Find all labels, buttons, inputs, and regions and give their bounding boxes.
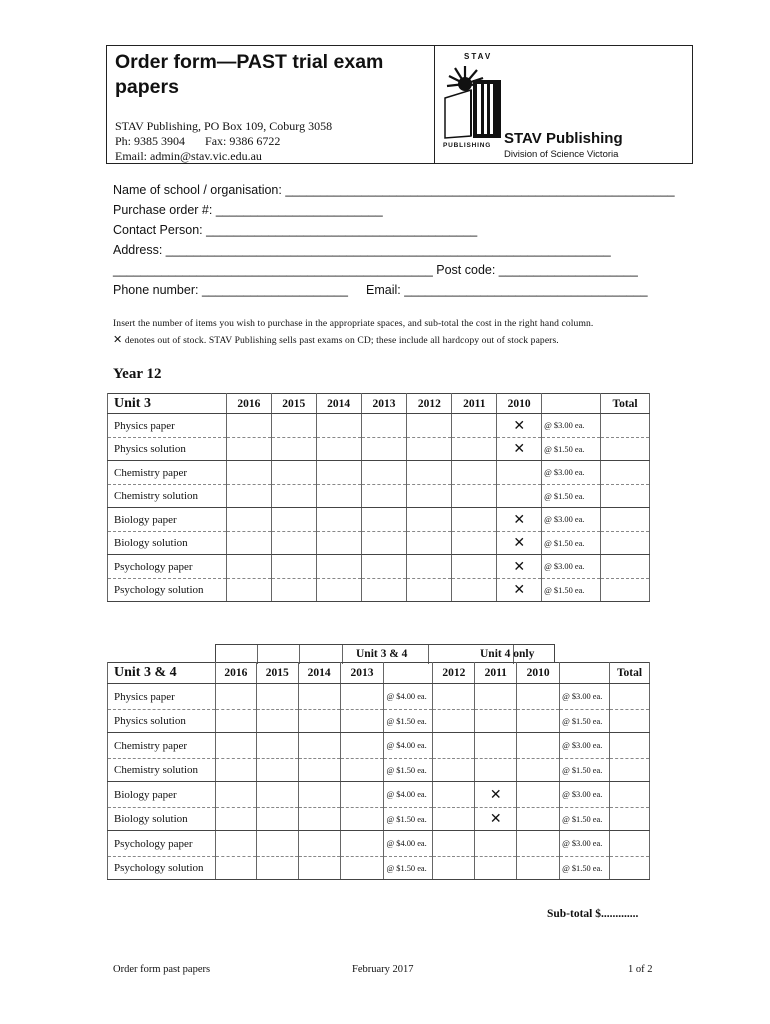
quantity-cell[interactable] <box>316 508 361 532</box>
total-cell[interactable] <box>610 808 650 831</box>
quantity-cell[interactable] <box>407 414 452 438</box>
quantity-cell[interactable] <box>316 461 361 485</box>
quantity-cell[interactable] <box>452 461 497 485</box>
quantity-cell[interactable] <box>361 508 407 532</box>
total-cell[interactable] <box>601 485 650 508</box>
quantity-cell[interactable] <box>226 461 271 485</box>
total-cell[interactable] <box>601 438 650 461</box>
price-label: @ $1.50 ea. <box>384 710 433 733</box>
price-label: @ $1.50 ea. <box>384 857 433 880</box>
year-header: 2012 <box>407 394 452 414</box>
quantity-cell[interactable] <box>226 555 271 579</box>
publisher-phone: Ph: 9385 3904 <box>115 134 186 148</box>
quantity-cell[interactable] <box>340 831 384 857</box>
quantity-cell[interactable] <box>517 831 560 857</box>
price-label: @ $4.00 ea. <box>384 733 433 759</box>
email-field[interactable]: Email: ___________________________________ <box>366 283 648 297</box>
quantity-cell[interactable] <box>361 438 407 461</box>
table-row <box>108 555 650 579</box>
quantity-cell[interactable] <box>452 532 497 555</box>
table-row <box>108 808 650 831</box>
quantity-cell[interactable] <box>256 857 298 880</box>
total-cell[interactable] <box>610 684 650 710</box>
quantity-cell[interactable] <box>256 782 298 808</box>
year-header: 2010 <box>517 663 560 684</box>
year-header: 2015 <box>256 663 298 684</box>
publisher-email: Email: admin@stav.vic.edu.au <box>115 149 262 163</box>
price-label: @ $3.00 ea. <box>542 555 601 579</box>
quantity-cell[interactable] <box>452 579 497 602</box>
quantity-cell[interactable] <box>298 733 340 759</box>
price-label: @ $1.50 ea. <box>560 857 610 880</box>
item-name: Psychology solution <box>108 857 216 880</box>
out-of-stock-icon <box>497 461 542 485</box>
item-name: Biology paper <box>108 782 216 808</box>
price-label: @ $1.50 ea. <box>542 532 601 555</box>
price-label: @ $3.00 ea. <box>542 461 601 485</box>
stav-logo <box>443 52 501 150</box>
quantity-cell[interactable] <box>215 710 256 733</box>
price-label: @ $3.00 ea. <box>560 733 610 759</box>
quantity-cell[interactable] <box>407 579 452 602</box>
quantity-cell[interactable] <box>256 808 298 831</box>
instructions-line-1: Insert the number of items you wish to purchase in the appropriate spaces, and sub-total the cost in the right hand column. <box>113 318 594 329</box>
quantity-cell[interactable] <box>340 684 384 710</box>
quantity-cell[interactable] <box>271 438 316 461</box>
unit3-label: Unit 3 <box>108 394 227 414</box>
total-cell[interactable] <box>601 508 650 532</box>
quantity-cell[interactable] <box>316 438 361 461</box>
quantity-cell[interactable] <box>452 438 497 461</box>
year-header: 2011 <box>452 394 497 414</box>
out-of-stock-icon <box>475 857 517 880</box>
quantity-cell[interactable] <box>256 684 298 710</box>
total-cell[interactable] <box>601 461 650 485</box>
quantity-cell[interactable] <box>452 485 497 508</box>
quantity-cell[interactable] <box>407 508 452 532</box>
price-label: @ $1.50 ea. <box>542 579 601 602</box>
table-row <box>108 532 650 555</box>
quantity-cell[interactable] <box>226 438 271 461</box>
quantity-cell[interactable] <box>215 831 256 857</box>
item-name: Chemistry paper <box>108 733 216 759</box>
quantity-cell[interactable] <box>215 759 256 782</box>
footer-page: 1 of 2 <box>628 964 653 975</box>
total-cell[interactable] <box>610 759 650 782</box>
instructions-text: denotes out of stock. STAV Publishing sells past exams on CD; these include all hardcopy out of stock papers. <box>124 335 559 346</box>
quantity-cell[interactable] <box>340 710 384 733</box>
item-name: Psychology paper <box>108 831 216 857</box>
total-cell[interactable] <box>601 579 650 602</box>
quantity-cell[interactable] <box>407 532 452 555</box>
table-row <box>108 759 650 782</box>
item-name: Biology solution <box>108 532 227 555</box>
price-label: @ $3.00 ea. <box>560 831 610 857</box>
quantity-cell[interactable] <box>316 555 361 579</box>
out-of-stock-icon <box>475 831 517 857</box>
year-header: 2014 <box>316 394 361 414</box>
year-header: 2014 <box>298 663 340 684</box>
price-label: @ $1.50 ea. <box>384 808 433 831</box>
quantity-cell[interactable] <box>271 508 316 532</box>
total-cell[interactable] <box>610 857 650 880</box>
total-cell[interactable] <box>610 710 650 733</box>
price-label: @ $1.50 ea. <box>560 710 610 733</box>
subtotal-field[interactable]: Sub-total $............. <box>547 908 639 920</box>
contact-person-field[interactable]: Contact Person: _______________________________________ <box>113 223 478 237</box>
total-cell[interactable] <box>601 414 650 438</box>
quantity-cell[interactable] <box>271 485 316 508</box>
out-of-stock-icon <box>475 684 517 710</box>
quantity-cell[interactable] <box>226 579 271 602</box>
price-label: @ $4.00 ea. <box>384 782 433 808</box>
quantity-cell[interactable] <box>226 532 271 555</box>
table-row <box>108 831 650 857</box>
header-box <box>106 45 693 164</box>
table-row <box>108 438 650 461</box>
logo-top-text: STAV <box>464 52 493 61</box>
item-name: Physics paper <box>108 414 227 438</box>
logo-bottom-text: PUBLISHING <box>443 142 492 149</box>
quantity-cell[interactable] <box>298 782 340 808</box>
address-field[interactable]: Address: ________________________________________________________________ <box>113 243 611 257</box>
table-row <box>108 733 650 759</box>
quantity-cell[interactable] <box>316 485 361 508</box>
price-label: @ $1.50 ea. <box>384 759 433 782</box>
item-name: Chemistry solution <box>108 485 227 508</box>
quantity-cell[interactable] <box>361 414 407 438</box>
table-row <box>108 710 650 733</box>
table-row <box>108 414 650 438</box>
quantity-cell[interactable] <box>433 759 475 782</box>
quantity-cell[interactable] <box>433 684 475 710</box>
phone-field[interactable]: Phone number: _____________________ <box>113 283 348 297</box>
header-divider <box>434 46 435 163</box>
publisher-address: STAV Publishing, PO Box 109, Coburg 3058 <box>115 119 333 133</box>
item-name: Physics solution <box>108 438 227 461</box>
quantity-cell[interactable] <box>215 857 256 880</box>
total-cell[interactable] <box>610 831 650 857</box>
year-header: 2011 <box>475 663 517 684</box>
quantity-cell[interactable] <box>298 759 340 782</box>
quantity-cell[interactable] <box>256 710 298 733</box>
quantity-cell[interactable] <box>433 808 475 831</box>
out-of-stock-icon: ✕ <box>475 808 517 831</box>
quantity-cell[interactable] <box>407 461 452 485</box>
year-header: 2013 <box>361 394 407 414</box>
unit34-table <box>107 662 650 880</box>
quantity-cell[interactable] <box>256 733 298 759</box>
quantity-cell[interactable] <box>298 684 340 710</box>
quantity-cell[interactable] <box>517 710 560 733</box>
total-cell[interactable] <box>610 733 650 759</box>
group-unit4-only: Unit 4 only <box>480 648 535 660</box>
quantity-cell[interactable] <box>256 831 298 857</box>
table-row <box>108 485 650 508</box>
out-of-stock-icon <box>475 733 517 759</box>
item-name: Psychology solution <box>108 579 227 602</box>
section-heading: Year 12 <box>113 366 162 382</box>
item-name: Biology paper <box>108 508 227 532</box>
out-of-stock-icon: ✕ <box>497 414 542 438</box>
item-name: Chemistry paper <box>108 461 227 485</box>
price-label: @ $1.50 ea. <box>542 485 601 508</box>
price-label: @ $1.50 ea. <box>560 808 610 831</box>
brand-name: STAV Publishing <box>504 130 623 147</box>
price-label: @ $3.00 ea. <box>560 684 610 710</box>
quantity-cell[interactable] <box>298 831 340 857</box>
footer-date: February 2017 <box>352 964 414 975</box>
item-name: Psychology paper <box>108 555 227 579</box>
year-header: 2015 <box>271 394 316 414</box>
out-of-stock-icon: ✕ <box>113 333 123 346</box>
quantity-cell[interactable] <box>361 532 407 555</box>
quantity-cell[interactable] <box>433 782 475 808</box>
quantity-cell[interactable] <box>433 831 475 857</box>
quantity-cell[interactable] <box>517 808 560 831</box>
book-sun-icon <box>443 64 501 139</box>
quantity-cell[interactable] <box>452 414 497 438</box>
quantity-cell[interactable] <box>271 414 316 438</box>
out-of-stock-icon: ✕ <box>497 555 542 579</box>
quantity-cell[interactable] <box>361 579 407 602</box>
out-of-stock-icon <box>475 710 517 733</box>
footer-left: Order form past papers <box>113 964 211 975</box>
quantity-cell[interactable] <box>340 857 384 880</box>
out-of-stock-icon <box>497 485 542 508</box>
quantity-cell[interactable] <box>316 579 361 602</box>
unit34-label: Unit 3 & 4 <box>108 663 216 684</box>
quantity-cell[interactable] <box>407 555 452 579</box>
out-of-stock-icon: ✕ <box>497 438 542 461</box>
total-cell[interactable] <box>601 532 650 555</box>
unit3-table <box>107 393 650 602</box>
item-name: Chemistry solution <box>108 759 216 782</box>
quantity-cell[interactable] <box>226 508 271 532</box>
quantity-cell[interactable] <box>271 555 316 579</box>
quantity-cell[interactable] <box>271 532 316 555</box>
quantity-cell[interactable] <box>298 710 340 733</box>
quantity-cell[interactable] <box>316 414 361 438</box>
item-name: Biology solution <box>108 808 216 831</box>
quantity-cell[interactable] <box>298 808 340 831</box>
quantity-cell[interactable] <box>452 508 497 532</box>
out-of-stock-icon: ✕ <box>497 579 542 602</box>
phone-fax-line <box>115 134 415 149</box>
table-row <box>108 579 650 602</box>
total-cell[interactable] <box>601 555 650 579</box>
out-of-stock-icon: ✕ <box>497 508 542 532</box>
quantity-cell[interactable] <box>361 461 407 485</box>
year-header: 2012 <box>433 663 475 684</box>
quantity-cell[interactable] <box>256 759 298 782</box>
quantity-cell[interactable] <box>215 808 256 831</box>
out-of-stock-icon: ✕ <box>475 782 517 808</box>
page-title: Order form—PAST trial exam papers <box>115 51 384 98</box>
address-postcode-field[interactable]: ______________________________________________ Post code: ____________________ <box>113 263 638 277</box>
quantity-cell[interactable] <box>517 782 560 808</box>
quantity-cell[interactable] <box>407 438 452 461</box>
price-label: @ $3.00 ea. <box>542 508 601 532</box>
year-header: 2013 <box>340 663 384 684</box>
quantity-cell[interactable] <box>433 733 475 759</box>
total-header: Total <box>601 394 650 414</box>
quantity-cell[interactable] <box>226 485 271 508</box>
table-row <box>108 684 650 710</box>
price-label: @ $3.00 ea. <box>542 414 601 438</box>
price-label: @ $1.50 ea. <box>542 438 601 461</box>
table-row <box>108 782 650 808</box>
quantity-cell[interactable] <box>407 485 452 508</box>
instructions-line-2 <box>113 333 559 346</box>
quantity-cell[interactable] <box>517 684 560 710</box>
quantity-cell[interactable] <box>433 710 475 733</box>
total-cell[interactable] <box>610 782 650 808</box>
item-name: Physics solution <box>108 710 216 733</box>
table-row <box>108 508 650 532</box>
quantity-cell[interactable] <box>517 759 560 782</box>
quantity-cell[interactable] <box>215 733 256 759</box>
unit34-group-header <box>215 644 555 663</box>
year-header: 2010 <box>497 394 542 414</box>
table-row <box>108 461 650 485</box>
quantity-cell[interactable] <box>517 733 560 759</box>
quantity-cell[interactable] <box>316 532 361 555</box>
quantity-cell[interactable] <box>361 555 407 579</box>
table-row <box>108 857 650 880</box>
quantity-cell[interactable] <box>340 782 384 808</box>
quantity-cell[interactable] <box>340 808 384 831</box>
item-name: Physics paper <box>108 684 216 710</box>
year-header: 2016 <box>215 663 256 684</box>
quantity-cell[interactable] <box>340 759 384 782</box>
quantity-cell[interactable] <box>433 857 475 880</box>
price-label: @ $1.50 ea. <box>560 759 610 782</box>
quantity-cell[interactable] <box>271 461 316 485</box>
quantity-cell[interactable] <box>215 782 256 808</box>
quantity-cell[interactable] <box>298 857 340 880</box>
quantity-cell[interactable] <box>361 485 407 508</box>
quantity-cell[interactable] <box>215 684 256 710</box>
school-field[interactable]: Name of school / organisation: ________________________________________________________ <box>113 183 675 197</box>
quantity-cell[interactable] <box>340 733 384 759</box>
group-unit34: Unit 3 & 4 <box>356 648 408 660</box>
price-label: @ $3.00 ea. <box>560 782 610 808</box>
quantity-cell[interactable] <box>452 555 497 579</box>
publisher-fax: Fax: 9386 6722 <box>205 134 281 148</box>
out-of-stock-icon <box>475 759 517 782</box>
out-of-stock-icon: ✕ <box>497 532 542 555</box>
purchase-order-field[interactable]: Purchase order #: ________________________ <box>113 203 383 217</box>
year-header: 2016 <box>226 394 271 414</box>
total-header: Total <box>610 663 650 684</box>
price-label: @ $4.00 ea. <box>384 684 433 710</box>
price-label: @ $4.00 ea. <box>384 831 433 857</box>
quantity-cell[interactable] <box>226 414 271 438</box>
quantity-cell[interactable] <box>517 857 560 880</box>
quantity-cell[interactable] <box>271 579 316 602</box>
division-name: Division of Science Victoria <box>504 149 619 160</box>
